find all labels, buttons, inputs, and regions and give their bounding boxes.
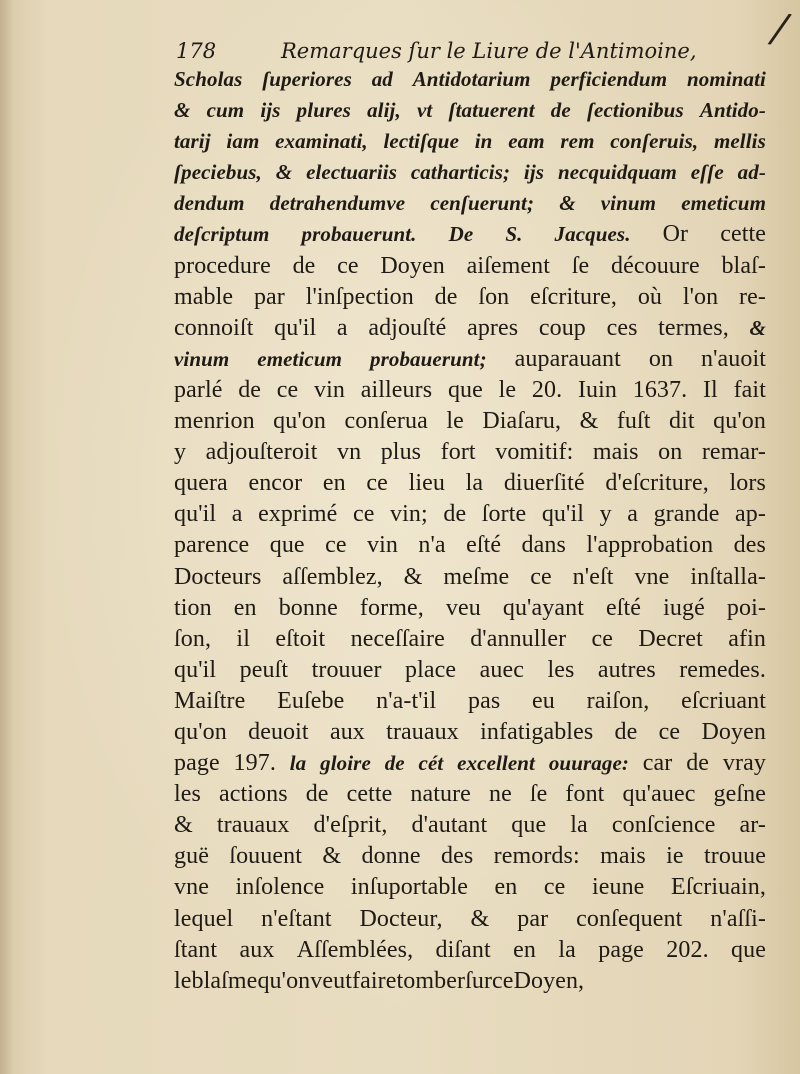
word: le [174,967,192,994]
word: peuſt [239,656,289,683]
word: lequel [174,905,234,932]
word: auec [479,656,524,683]
word: & [322,843,342,870]
text-line [174,872,766,903]
word: veu [445,594,481,621]
word: meſme [443,563,510,590]
word: d'eſcriture, [605,470,709,497]
word: ad- [737,160,766,185]
word: Doyen [380,252,445,279]
word: font [565,781,605,808]
word: de [384,751,405,776]
word: guë [174,843,209,870]
word: faire [352,967,397,994]
word: trouuer [311,656,382,683]
word: il [236,625,250,652]
word: dit [669,408,695,435]
word: ce [366,470,388,497]
word: les [547,656,575,683]
word: catharticis; [410,160,511,185]
word: que [511,812,547,839]
word: & [275,160,293,185]
word: de [443,501,467,528]
word: 1637. [632,376,688,403]
word: remar- [701,439,766,466]
word: n'a [418,532,446,559]
word: necquidquam [557,160,677,185]
word: y [599,501,612,528]
word: iam [226,129,260,154]
text-line [174,126,766,157]
word: ſe [529,781,548,808]
word: d'eſprit, [313,812,388,839]
word: page [598,936,644,963]
word: ſorte [481,501,527,528]
word: ce [492,967,514,994]
word: electuariis [306,160,397,185]
word: ieune [591,874,645,901]
word: a [336,314,348,341]
word: qu'on [273,408,326,435]
word: cette [346,781,393,808]
word: eſtoit [275,625,326,652]
word: on [648,345,674,372]
word: alij, [367,98,401,123]
word: on [658,439,683,466]
page-gutter-shadow [0,0,14,1074]
word: adjouſteroit [205,439,318,466]
text-line [174,437,766,468]
word: aux [329,718,365,745]
word: Scholas [174,67,243,91]
word: par [253,283,285,310]
word: que [447,376,483,403]
word: neceſſaire [350,625,445,652]
word: en [494,874,518,901]
word: ouurage: [548,751,629,776]
word: de [292,252,316,279]
word: vn [336,439,362,466]
word: diuerſité [503,470,585,497]
word: qu'on [174,718,227,745]
word: aux [239,936,275,963]
text-line [174,748,766,779]
word: place [405,656,457,683]
word: ie [666,843,684,870]
word: cenſuerunt; [430,191,535,216]
word: Eſcriuain, [670,874,766,901]
word: probauerunt. [301,222,417,247]
word: Antido- [699,98,766,123]
word: lieu [408,470,445,497]
word: vin [367,532,398,559]
word: raiſon, [586,687,650,714]
word: inſuportable [350,874,469,901]
word: auparauant [514,345,621,372]
word: ſe [571,252,590,279]
word: forme, [359,594,424,621]
word: blaſ- [721,252,766,279]
word: car [642,750,673,777]
word: procedure [174,252,271,279]
word: ſtatuerent [448,98,535,123]
word: 20. [531,376,563,403]
word: Antidotarium [412,67,531,91]
word: & [403,563,423,590]
word: Doyen [701,718,766,745]
word: la [558,936,576,963]
word: infatigables [480,718,594,745]
word: la [289,751,307,776]
word: afin [728,625,766,652]
word: grande [653,501,720,528]
word: examinati, [275,129,368,154]
word: Euſebe [277,687,345,714]
word: ap- [735,501,766,528]
word: conſequent [576,905,683,932]
word: inſtalla- [690,563,766,590]
word: ſouuent [229,843,302,870]
word: trauaux [386,718,459,745]
word: parence [174,532,250,559]
word: eam [508,129,545,154]
word: d'annuller [470,625,567,652]
word: les [174,781,201,808]
word: cum [206,98,245,123]
text-line [174,686,766,717]
word: detrahendumve [269,191,406,216]
word: actions [218,781,288,808]
word: ſon [478,283,510,310]
word: ne [488,781,512,808]
text-line [174,562,766,593]
word: trauaux [216,812,290,839]
text-line [174,64,766,95]
word: 202. [666,936,709,963]
word: en [513,936,537,963]
word: trouue [704,843,766,870]
word: en [233,594,257,621]
running-title: Remarques ſur le Liure de l'Antimoine, [281,39,697,63]
word: n'aſſi- [710,905,766,932]
word: de [614,718,638,745]
word: fort [440,439,476,466]
word: ailleurs [360,376,433,403]
text-line [174,717,766,748]
word: rem [560,129,595,154]
word: eu [532,687,555,714]
word: blaſme [191,967,258,994]
word: dendum [174,191,245,216]
word: n'eſt [572,563,614,590]
word: pas [467,687,501,714]
word: eſté [466,532,502,559]
word: qu'il [274,314,317,341]
word: l'approbation [586,532,714,559]
text-line [174,188,766,219]
word: geſne [713,781,766,808]
word: iugé [663,594,705,621]
word: ſon, [174,625,212,652]
word: vray [722,750,766,777]
word: connoiſt [174,314,254,341]
word: fuſt [616,408,651,435]
word: découure [610,252,700,279]
word: in [474,129,493,154]
word: ijs [523,160,545,185]
word: De [448,222,474,247]
word: qu'auec [622,781,696,808]
word: par [517,905,549,932]
word: ſpeciebus, [174,160,262,185]
word: vin [314,376,346,403]
text-line [174,904,766,935]
word: Docteur, [359,905,443,932]
word: inſolence [235,874,325,901]
word: coup [538,314,586,341]
word: qu'on [257,967,311,994]
word: & [579,408,599,435]
word: deuoit [248,718,309,745]
word: mais [592,439,639,466]
text-line [174,779,766,810]
text-line [174,935,766,966]
word: termes, [658,314,729,341]
word: adjouſté [368,314,447,341]
word: ce [658,718,681,745]
word: qu'il [541,501,584,528]
word: plus [380,439,422,466]
word: ce [337,252,359,279]
word: aſſemblez, [282,563,383,590]
word: la [570,812,588,839]
text-line [174,406,766,437]
word: le [498,376,517,403]
text-line [174,251,766,282]
word: ſuperiores [262,67,352,91]
word: Il [702,376,718,403]
word: ſur [465,967,493,994]
word: d'autant [411,812,488,839]
word: ſtant [174,936,218,963]
word: deſcriptum [174,222,270,247]
text-line [174,375,766,406]
word: conſerua [344,408,428,435]
word: l'inſpection [305,283,414,310]
body-text [174,64,766,997]
text-line [174,313,766,344]
word: & [749,315,766,340]
word: qu'il [174,656,217,683]
word: conſcience [611,812,716,839]
word: ce [591,625,614,652]
word: vinum [600,191,657,216]
text-line [174,95,766,126]
word: de [550,98,571,123]
word: de [434,283,458,310]
word: apres [467,314,519,341]
text-line [174,624,766,655]
word: des [733,532,766,559]
word: dans [521,532,566,559]
word: l'on [682,283,719,310]
text-line [174,282,766,313]
text-line [174,593,766,624]
word: vomitif: [495,439,574,466]
word: encor [248,470,303,497]
word: Decret [638,625,703,652]
text-line [174,219,766,250]
word: vt [416,98,433,123]
word: vinum [174,346,230,371]
word: qu'ayant [502,594,584,621]
word: S. [505,222,523,247]
word: des [440,843,474,870]
word: eſté [606,594,642,621]
word: ce [352,501,375,528]
word: poi- [726,594,766,621]
word: quera [174,470,228,497]
word: vne [634,563,670,590]
word: nature [410,781,471,808]
word: bonne [278,594,338,621]
word: tion [174,594,212,621]
page-header [176,36,766,66]
text-line [174,966,766,997]
word: a [231,501,243,528]
text-line [174,655,766,686]
word: vne [174,874,209,901]
word: ijs [260,98,281,123]
word: donne [361,843,421,870]
word: page [174,750,220,777]
word: la [465,470,484,497]
word: ad [371,67,393,91]
text-line [174,530,766,561]
word: où [637,283,663,310]
word: qu'on [713,408,766,435]
word: cette [720,221,766,248]
word: plures [296,98,351,123]
word: en [322,470,346,497]
word: probauerunt; [369,346,487,371]
word: n'eſtant [261,905,332,932]
word: diſant [435,936,491,963]
word: exprimé [258,501,338,528]
word: Or [662,221,689,248]
word: n'auoit [700,345,766,372]
word: Maiſtre [174,687,246,714]
word: ce [530,563,552,590]
word: ce [325,532,347,559]
word: veut [310,967,353,994]
word: 197. [233,750,276,777]
text-line [174,499,766,530]
word: remedes. [679,656,766,683]
word: qu'il [174,501,217,528]
word: ce [543,874,566,901]
text-line [174,344,766,375]
word: eſſe [690,160,724,185]
word: de [305,781,329,808]
word: le [446,408,464,435]
word: & [559,191,576,216]
word: tarij [174,129,211,154]
word: lors [729,470,766,497]
text-line [174,468,766,499]
word: Doyen, [513,967,585,994]
word: Aſſemblées, [296,936,414,963]
word: que [269,532,305,559]
word: remords: [493,843,580,870]
word: n'a-t'il [376,687,437,714]
word: conſeruis, [610,129,699,154]
word: & [174,812,193,839]
word: cét [418,751,444,776]
word: eſcriture, [530,283,618,310]
word: fait [733,376,766,403]
word: mellis [713,129,766,154]
word: Diaſaru, [482,408,562,435]
word: gloire [320,751,371,776]
word: a [627,501,638,528]
word: ces [606,314,638,341]
word: aiſement [466,252,551,279]
text-line [174,841,766,872]
text-line [174,157,766,188]
word: ce [276,376,299,403]
word: menrion [174,408,255,435]
word: emeticum [681,191,766,216]
word: de [238,376,262,403]
word: re- [739,283,766,310]
word: perficiendum [550,67,668,91]
word: mais [600,843,646,870]
word: & [174,98,191,123]
word: tomber [396,967,466,994]
word: autres [597,656,656,683]
page-number: 178 [176,39,217,63]
word: y [174,439,187,466]
word: vin; [390,501,428,528]
word: ar- [739,812,766,839]
word: excellent [457,751,535,776]
word: que [731,936,766,963]
word: Docteurs [174,563,262,590]
word: nominati [686,67,766,91]
word: mable [174,283,234,310]
word: parlé [174,376,223,403]
word: & [470,905,490,932]
word: ſectionibus [586,98,684,123]
word: Jacques. [554,222,631,247]
word: Iuin [577,376,617,403]
word: eſcriuant [681,687,766,714]
text-line [174,810,766,841]
word: emeticum [257,346,343,371]
word: lectiſque [383,129,460,154]
corner-mark: / [769,5,790,53]
word: de [686,750,710,777]
